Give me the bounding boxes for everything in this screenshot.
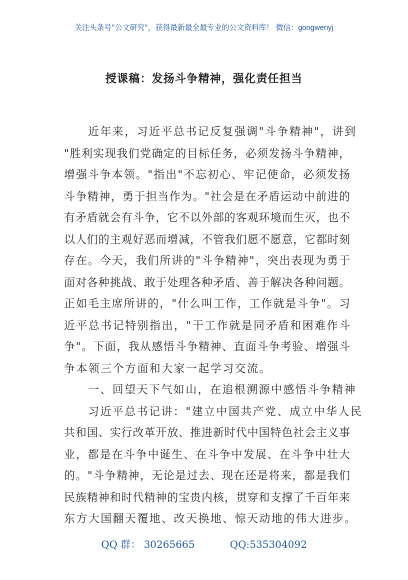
body-line: 斗争精神，勇于担当作为。"社会是在矛盾运动中前进的 [64,189,350,203]
body-line: "胜利实现我们党确定的目标任务，必须发扬斗争精神， [64,146,350,160]
qq-group: QQ 群： 30265665 [101,540,195,551]
body-line: 争本领三个方面和大家一起学习交流。 [64,361,272,375]
section-heading: 一、回望天下气如山，在追根溯源中感悟斗争精神 [88,383,357,396]
body-line: 争"。下面，我从感悟斗争精神、直面斗争考验、增强斗 [64,340,350,353]
body-line: 业，都是在斗争中诞生、在斗争中发展、在斗争中壮大 [64,447,350,461]
wechat-id: gongwenyj [298,23,334,32]
promo-banner[interactable] [0,22,408,33]
body-line: 习近平总书记讲："建立中国共产党、成立中华人民 [88,404,363,418]
body-line: 正如毛主席所讲的，"什么叫工作，工作就是斗争"。习 [64,297,350,310]
body-line: 共和国、实行改革开放、推进新时代中国特色社会主义事 [64,426,350,439]
body-line: 民族精神和时代精神的宝贵内核，贯穿和支撑了千百年来 [64,490,350,504]
body-line: 近平总书记特别指出，"干工作就是同矛盾和困难作斗 [64,318,350,332]
body-line: 增强斗争本领。"指出"不忘初心、牢记使命，必须发扬 [64,168,350,181]
qq-number: QQ:535304092 [229,540,307,551]
body-line: 以人们的主观好恶而增减，不管我们愿不愿意，它都时刻 [64,232,350,246]
body-line: 近年来，习近平总书记反复强调"斗争精神"，讲到 [88,125,357,138]
document-title: 授课稿：发扬斗争精神，强化责任担当 [105,72,303,85]
body-line: 存在。今天，我们所讲的"斗争精神"，突出表现为勇于 [64,254,350,267]
body-line: 面对各种挑战、敢于处理各种矛盾、善于解决各种问题。 [64,275,350,289]
footer-contacts [0,536,408,551]
document-body [64,121,363,530]
body-line: 有矛盾就会有斗争，它不以外部的客观环境而生灭，也不 [64,211,350,224]
body-line: 的。"斗争精神，无论是过去、现在还是将来，都是我们 [64,469,350,482]
body-line: 东方大国翻天覆地、改天换地、惊天动地的伟大进步。 [64,512,357,525]
promo-banner-text: 关注头条号"公文研究"，获得最新最全最专业的公文资料库！ 微信： [74,23,299,32]
